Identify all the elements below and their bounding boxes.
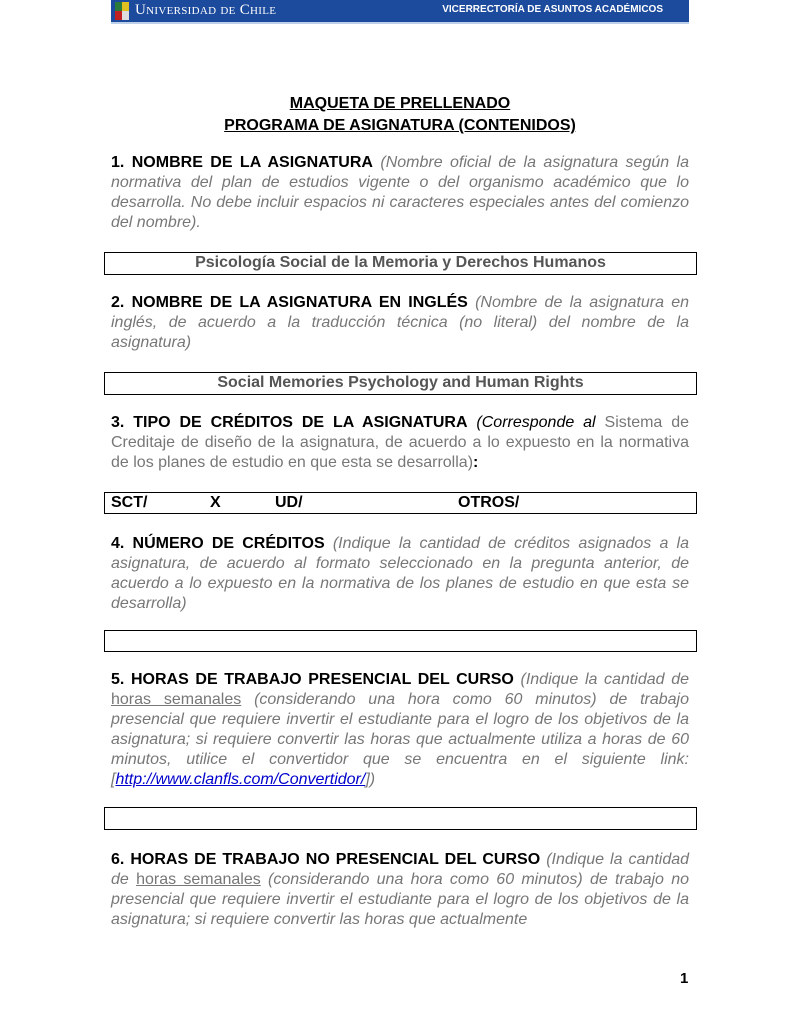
credits-field[interactable] bbox=[104, 630, 697, 652]
underlined-text: horas semanales bbox=[136, 871, 261, 888]
section-note: (considerando una hora como 60 minutos) de trabajo presencial que requiere invertir el estudiante para el logro de los objetivos de la asignatura; si requiere convertir las horas que actualmente utiliza a horas de 60 minutos, utilice el convertidor que se encuentra en el siguiente link: [ bbox=[111, 691, 690, 788]
section-6 bbox=[111, 850, 689, 930]
section-note: (considerando una hora como 60 minutos) de trabajo no presencial que requiere invertir el estudiante para el logro de los objetivos de la asignatura; si requiere convertir las horas que actualmente bbox=[111, 871, 690, 928]
section-5 bbox=[111, 670, 689, 790]
university-logo bbox=[115, 2, 129, 20]
presencial-hours-field[interactable] bbox=[104, 807, 697, 830]
section-2 bbox=[111, 293, 689, 353]
section-note: (Indique la cantidad de créditos asignados a la asignatura, de acuerdo al formato seleccionado en la pregunta anterior, de acuerdo a lo expuesto en la normativa de los planes de estudio en que esta se desarrolla) bbox=[111, 535, 689, 612]
doc-title-1: MAQUETA DE PRELLENADO bbox=[289, 95, 511, 112]
section-3 bbox=[111, 413, 689, 473]
section-heading: 2. NOMBRE DE LA ASIGNATURA EN INGLÉS bbox=[111, 294, 468, 311]
section-heading: 5. HORAS DE TRABAJO PRESENCIAL DEL CURSO bbox=[111, 671, 514, 688]
otros-label: OTROS/ bbox=[458, 494, 520, 511]
section-4 bbox=[111, 534, 689, 614]
section-note: (Indique la cantidad de bbox=[111, 851, 690, 888]
section-note: ]) bbox=[365, 771, 376, 788]
section-heading: 4. NÚMERO DE CRÉDITOS bbox=[111, 535, 325, 552]
converter-link[interactable]: http://www.clanfls.com/Convertidor/ bbox=[115, 771, 366, 788]
section-note: (Indique la cantidad de bbox=[520, 671, 689, 688]
credit-type-field[interactable] bbox=[104, 492, 697, 514]
paren: ( bbox=[475, 294, 481, 311]
colon: : bbox=[473, 454, 479, 471]
header-banner bbox=[111, 0, 689, 24]
sct-mark: X bbox=[210, 494, 221, 511]
ud-label: UD/ bbox=[275, 494, 303, 511]
page-number: 1 bbox=[680, 970, 689, 987]
office-name: VICERRECTORÍA DE ASUNTOS ACADÉMICOS bbox=[442, 4, 663, 15]
section-heading: 1. NOMBRE DE LA ASIGNATURA bbox=[111, 154, 373, 171]
section-1 bbox=[111, 153, 689, 233]
course-name-field[interactable]: Psicología Social de la Memoria y Derechos Humanos bbox=[104, 252, 697, 275]
underlined-text: horas semanales bbox=[111, 691, 242, 708]
sct-label: SCT/ bbox=[111, 494, 148, 511]
section-note: Nombre oficial de la asignatura según la normativa del plan de estudios vigente o del organismo académico que lo desarrolla. No debe incluir espacios ni caracteres especiales antes del comienzo del nombre). bbox=[111, 154, 690, 231]
section-note: Sistema de Creditaje de diseño de la asignatura, de acuerdo a lo expuesto en la normativa de los planes de estudio en que esta se desarrolla) bbox=[111, 414, 690, 471]
section-heading: 6. HORAS DE TRABAJO NO PRESENCIAL DEL CURSO bbox=[111, 851, 541, 868]
section-note: Nombre de la asignatura en inglés, de acuerdo a la traducción técnica (no literal) del nombre de la asignatura) bbox=[111, 294, 689, 351]
course-name-english-field[interactable]: Social Memories Psychology and Human Rights bbox=[104, 372, 697, 395]
paren: ( bbox=[380, 154, 386, 171]
university-name: Universidad de Chile bbox=[135, 2, 277, 18]
section-note: (Corresponde al bbox=[476, 414, 596, 431]
doc-title-2: PROGRAMA DE ASIGNATURA (CONTENIDOS) bbox=[224, 117, 576, 134]
section-heading: 3. TIPO DE CRÉDITOS DE LA ASIGNATURA bbox=[111, 414, 468, 431]
